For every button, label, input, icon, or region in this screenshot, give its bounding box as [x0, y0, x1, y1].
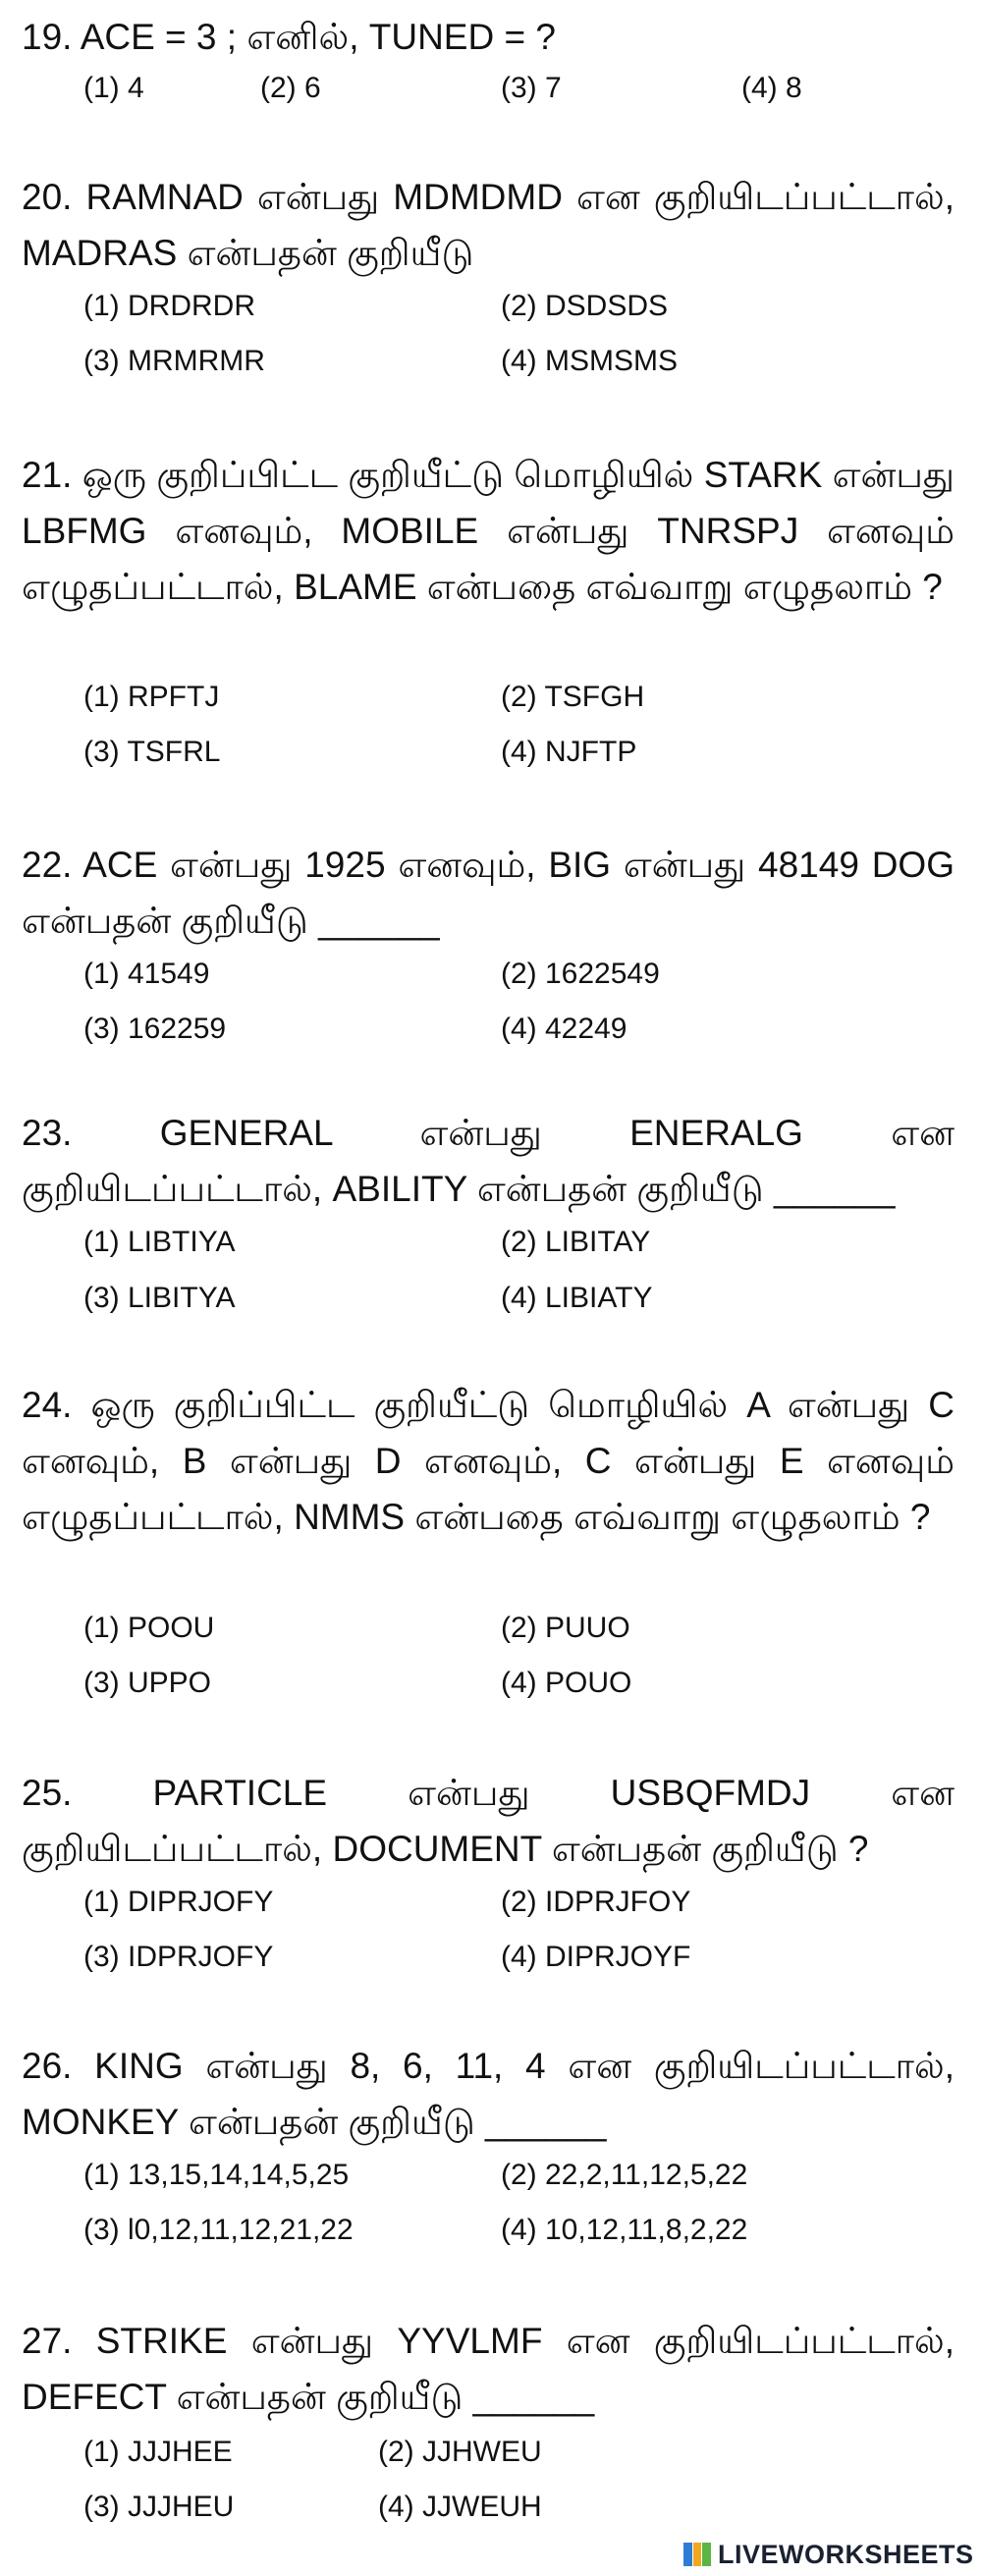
- question-text: PARTICLE என்பது USBQFMDJ என குறியிடப்பட்டால், DOCUMENT என்பதன் குறியீடு ?: [22, 1773, 955, 1869]
- question-stem: [22, 2313, 955, 2425]
- question-number: 19.: [22, 17, 73, 57]
- question-number: 25.: [22, 1773, 73, 1813]
- question-stem: [22, 837, 955, 949]
- question-number: 22.: [22, 845, 73, 885]
- option-1[interactable]: (1) 41549: [83, 958, 210, 990]
- question-text: ACE = 3 ; எனில், TUNED = ?: [80, 17, 556, 57]
- option-2[interactable]: (2) 1622549: [501, 958, 660, 990]
- option-4[interactable]: (4) NJFTP: [501, 736, 637, 768]
- option-3[interactable]: (3) UPPO: [83, 1667, 212, 1699]
- option-1[interactable]: (1) DRDRDR: [83, 290, 255, 322]
- option-3[interactable]: (3) LIBITYA: [83, 1282, 236, 1314]
- option-1[interactable]: (1) DIPRJOFY: [83, 1886, 274, 1918]
- option-3[interactable]: (3) IDPRJOFY: [83, 1941, 274, 1973]
- option-2[interactable]: (2) 6: [260, 72, 321, 104]
- question-text: RAMNAD என்பது MDMDMD என குறியிடப்பட்டால், MADRAS என்பதன் குறியீடு: [22, 177, 955, 273]
- option-2[interactable]: (2) 22,2,11,12,5,22: [501, 2159, 748, 2191]
- option-4[interactable]: (4) 8: [741, 72, 802, 104]
- question-stem: [22, 169, 955, 281]
- option-4[interactable]: (4) MSMSMS: [501, 345, 678, 377]
- option-1[interactable]: (1) 4: [83, 72, 144, 104]
- option-1[interactable]: (1) LIBTIYA: [83, 1226, 236, 1258]
- option-4[interactable]: (4) POUO: [501, 1667, 632, 1699]
- option-2[interactable]: (2) LIBITAY: [501, 1226, 651, 1258]
- option-3[interactable]: (3) TSFRL: [83, 736, 221, 768]
- option-2[interactable]: (2) PUUO: [501, 1612, 630, 1644]
- question-number: 27.: [22, 2321, 73, 2361]
- question-stem: [22, 1765, 955, 1877]
- question-text: GENERAL என்பது ENERALG என குறியிடப்பட்டால், ABILITY என்பதன் குறியீடு ______: [22, 1113, 955, 1209]
- option-1[interactable]: (1) RPFTJ: [83, 681, 220, 713]
- logo-text: LIVEWORKSHEETS: [718, 2539, 974, 2569]
- option-4[interactable]: (4) LIBIATY: [501, 1282, 653, 1314]
- option-2[interactable]: (2) DSDSDS: [501, 290, 669, 322]
- option-4[interactable]: (4) JJWEUH: [378, 2491, 542, 2523]
- option-4[interactable]: (4) 10,12,11,8,2,22: [501, 2214, 748, 2246]
- question-text: STRIKE என்பது YYVLMF என குறியிடப்பட்டால், DEFECT என்பதன் குறியீடு ______: [22, 2321, 955, 2417]
- question-stem: [22, 447, 955, 615]
- question-number: 26.: [22, 2046, 73, 2086]
- question-text: ACE என்பது 1925 எனவும், BIG என்பது 48149 DOG என்பதன் குறியீடு ______: [22, 845, 955, 941]
- option-1[interactable]: (1) POOU: [83, 1612, 215, 1644]
- question-text: ஒரு குறிப்பிட்ட குறியீட்டு மொழியில் A என்பது C எனவும், B என்பது D எனவும், C என்பது E எனவும் எழுதப்பட்டால், NMMS என்பதை எவ்வாறு எழுதலாம் ?: [22, 1385, 955, 1537]
- question-text: ஒரு குறிப்பிட்ட குறியீட்டு மொழியில் STARK என்பது LBFMG எனவும், MOBILE என்பது TNRSPJ எனவும் எழுதப்பட்டால், BLAME என்பதை எவ்வாறு எழுதலாம் ?: [22, 455, 955, 607]
- question-stem: [22, 1377, 955, 1545]
- option-4[interactable]: (4) 42249: [501, 1013, 627, 1045]
- liveworksheets-logo-icon: [682, 2541, 712, 2568]
- question-text: KING என்பது 8, 6, 11, 4 என குறியிடப்பட்டால், MONKEY என்பதன் குறியீடு ______: [22, 2046, 955, 2142]
- option-1[interactable]: (1) JJJHEE: [83, 2436, 233, 2468]
- liveworksheets-logo[interactable]: [682, 2537, 974, 2572]
- question-number: 24.: [22, 1385, 73, 1425]
- option-3[interactable]: (3) l0,12,11,12,21,22: [83, 2214, 354, 2246]
- option-3[interactable]: (3) 7: [501, 72, 562, 104]
- option-1[interactable]: (1) 13,15,14,14,5,25: [83, 2159, 350, 2191]
- question-stem: [22, 1105, 955, 1217]
- option-4[interactable]: (4) DIPRJOYF: [501, 1941, 691, 1973]
- question-stem: [22, 2038, 955, 2150]
- question-number: 21.: [22, 455, 73, 495]
- option-3[interactable]: (3) JJJHEU: [83, 2491, 235, 2523]
- option-2[interactable]: (2) IDPRJFOY: [501, 1886, 691, 1918]
- question-number: 23.: [22, 1113, 73, 1153]
- question-stem: [22, 9, 955, 65]
- option-3[interactable]: (3) MRMRMR: [83, 345, 265, 377]
- option-3[interactable]: (3) 162259: [83, 1013, 227, 1045]
- option-2[interactable]: (2) TSFGH: [501, 681, 645, 713]
- question-number: 20.: [22, 177, 73, 217]
- option-2[interactable]: (2) JJHWEU: [378, 2436, 542, 2468]
